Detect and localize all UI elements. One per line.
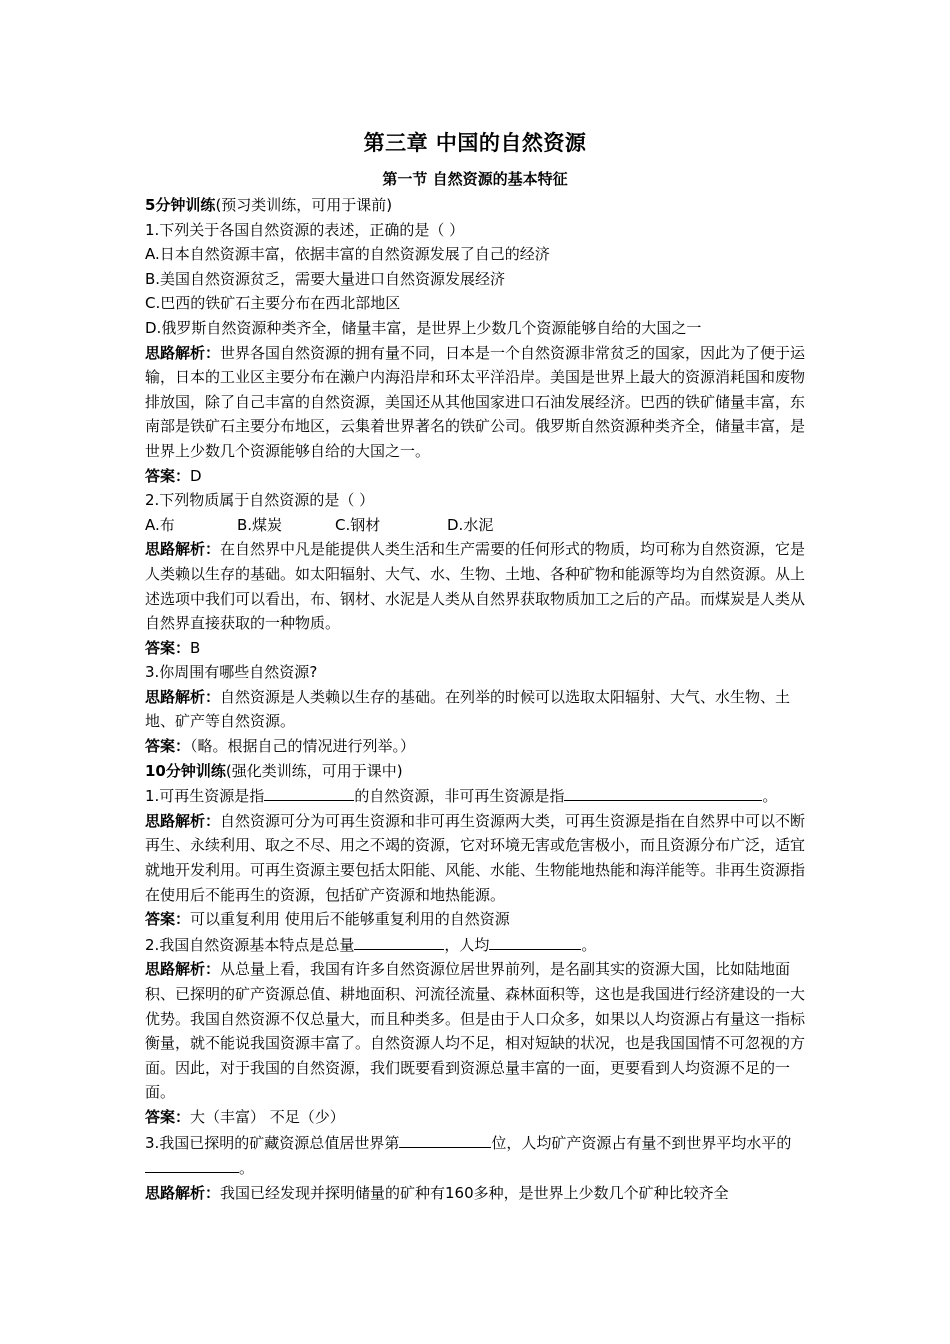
stem-text: ，人均 xyxy=(444,935,490,954)
answer-label: 答案： xyxy=(145,1107,191,1126)
stem-text: 位，人均矿产资源占有量不到世界平均水平的 xyxy=(491,1133,792,1152)
answer-text: 可以重复利用 使用后不能够重复利用的自然资源 xyxy=(190,910,510,929)
analysis-label: 思路解析： xyxy=(145,343,221,362)
fill-in-blank[interactable] xyxy=(564,783,762,801)
question-1-analysis xyxy=(145,341,813,464)
answer-text: D xyxy=(190,466,202,485)
fill-in-blank[interactable] xyxy=(145,1155,239,1173)
question-6-analysis xyxy=(145,1181,813,1206)
fill-in-blank[interactable] xyxy=(264,783,354,801)
question-4-analysis xyxy=(145,809,813,907)
question-4-answer xyxy=(145,907,813,932)
question-1-option-c: C.巴西的铁矿石主要分布在西北部地区 xyxy=(145,294,401,313)
analysis-label: 思路解析： xyxy=(145,540,221,559)
stem-text: 2.我国自然资源基本特点是总量 xyxy=(145,935,355,954)
question-1-option-a: A.日本自然资源丰富，依据丰富的自然资源发展了自己的经济 xyxy=(145,245,550,264)
fill-in-blank[interactable] xyxy=(354,932,444,950)
analysis-text: 从总量上看，我国有许多自然资源位居世界前列，是名副其实的资源大国，比如陆地面积、已探明的矿产资源总值、耕地面积、河流径流量、森林面积等，这也是我国进行经济建设的一大优势。我国自然资源不仅总量大，而且种类多。但是由于人口众多，如果以人均资源占有量这一指标衡量，就不能说我国资源丰富了。自然资源人均不足，相对短缺的状况，也是我国国情不可忽视的方面。因此，对于我国的自然资源，我们既要看到资源总量丰富的一面，更要看到人均资源不足的一面。 xyxy=(145,960,806,1102)
question-2-option-b: B.煤炭 xyxy=(237,515,283,534)
training-heading-note: (强化类训练，可用于课中) xyxy=(225,761,403,780)
question-2-analysis xyxy=(145,537,813,635)
question-1-option-d: D.俄罗斯自然资源种类齐全，储量丰富，是世界上少数几个资源能够自给的大国之一 xyxy=(145,318,702,337)
analysis-label: 思路解析： xyxy=(145,1183,221,1202)
question-5-analysis xyxy=(145,957,813,1105)
question-6-stem xyxy=(145,1130,813,1181)
analysis-label: 思路解析： xyxy=(145,811,221,830)
question-5-stem xyxy=(145,932,813,958)
analysis-text: 在自然界中凡是能提供人类生活和生产需要的任何形式的物质，均可称为自然资源，它是人类赖以生存的基础。如太阳辐射、大气、水、生物、土地、各种矿物和能源等均为自然资源。从上述选项中我们可以看出，布、钢材、水泥是人类从自然界获取物质加工之后的产品。而煤炭是人类从自然界直接获取的一种物质。 xyxy=(145,540,806,633)
answer-text: （略。根据自己的情况进行列举。） xyxy=(190,737,416,756)
question-3-analysis xyxy=(145,685,813,734)
question-2-stem: 2.下列物质属于自然资源的是（ ） xyxy=(145,491,375,510)
training-heading-10min xyxy=(145,759,813,784)
answer-label: 答案： xyxy=(145,910,191,929)
answer-text: B xyxy=(190,638,201,657)
training-heading-5min xyxy=(145,193,813,218)
question-4-stem xyxy=(145,783,813,809)
chapter-title: 第三章 中国的自然资源 xyxy=(363,131,587,155)
document-body xyxy=(145,193,813,1205)
question-1-option-b: B.美国自然资源贫乏，需要大量进口自然资源发展经济 xyxy=(145,269,506,288)
question-5-answer xyxy=(145,1105,813,1130)
section-title: 第一节 自然资源的基本特征 xyxy=(382,170,568,188)
answer-label: 答案： xyxy=(145,737,191,756)
training-heading-note: (预习类训练，可用于课前) xyxy=(215,196,393,214)
fill-in-blank[interactable] xyxy=(489,932,581,950)
stem-text: 1.可再生资源是指 xyxy=(145,787,265,806)
stem-text: 的自然资源，非可再生资源是指 xyxy=(354,787,565,806)
analysis-text: 自然资源是人类赖以生存的基础。在列举的时候可以选取太阳辐射、大气、水生物、土地、矿产等自然资源。 xyxy=(145,687,791,731)
answer-label: 答案： xyxy=(145,638,191,657)
question-1-answer xyxy=(145,464,813,489)
question-1-stem: 1.下列关于各国自然资源的表述，正确的是（ ） xyxy=(145,220,465,239)
question-2-option-d: D.水泥 xyxy=(447,515,494,534)
training-heading-label: 5分钟训练 xyxy=(145,196,216,214)
analysis-label: 思路解析： xyxy=(145,960,221,979)
analysis-text: 世界各国自然资源的拥有量不同，日本是一个自然资源非常贫乏的国家，因此为了便于运输，日本的工业区主要分布在濑户内海沿岸和环太平洋沿岸。美国是世界上最大的资源消耗国和废物排放国，除了自己丰富的自然资源，美国还从其他国家进口石油发展经济。巴西的铁矿储量丰富，东南部是铁矿石主要分布地区，云集着世界著名的铁矿公司。俄罗斯自然资源种类齐全，储量丰富，是世界上少数几个资源能够自给的大国之一。 xyxy=(145,343,806,460)
analysis-text: 我国已经发现并探明储量的矿种有160多种，是世界上少数几个矿种比较齐全 xyxy=(220,1183,729,1202)
question-3-stem: 3.你周围有哪些自然资源? xyxy=(145,663,318,682)
question-3-answer xyxy=(145,734,813,759)
question-2-options xyxy=(145,513,813,538)
question-2-option-a: A.布 xyxy=(145,515,175,534)
question-2-answer xyxy=(145,636,813,661)
answer-text: 大（丰富） 不足（少） xyxy=(190,1107,345,1126)
stem-text: 。 xyxy=(762,787,778,806)
analysis-label: 思路解析： xyxy=(145,687,221,706)
training-heading-label: 10分钟训练 xyxy=(145,761,226,780)
fill-in-blank[interactable] xyxy=(399,1130,491,1148)
question-2-option-c: C.钢材 xyxy=(335,515,381,534)
stem-text: 。 xyxy=(239,1159,255,1178)
stem-text: 。 xyxy=(581,935,597,954)
answer-label: 答案： xyxy=(145,466,191,485)
analysis-text: 自然资源可分为可再生资源和非可再生资源两大类，可再生资源是指在自然界中可以不断再生、永续利用、取之不尽、用之不竭的资源，它对环境无害或危害极小，而且资源分布广泛，适宜就地开发利用。可再生资源主要包括太阳能、风能、水能、生物能地热能和海洋能等。非再生资源指在使用后不能再生的资源，包括矿产资源和地热能源。 xyxy=(145,811,806,904)
stem-text: 3.我国已探明的矿藏资源总值居世界第 xyxy=(145,1133,400,1152)
